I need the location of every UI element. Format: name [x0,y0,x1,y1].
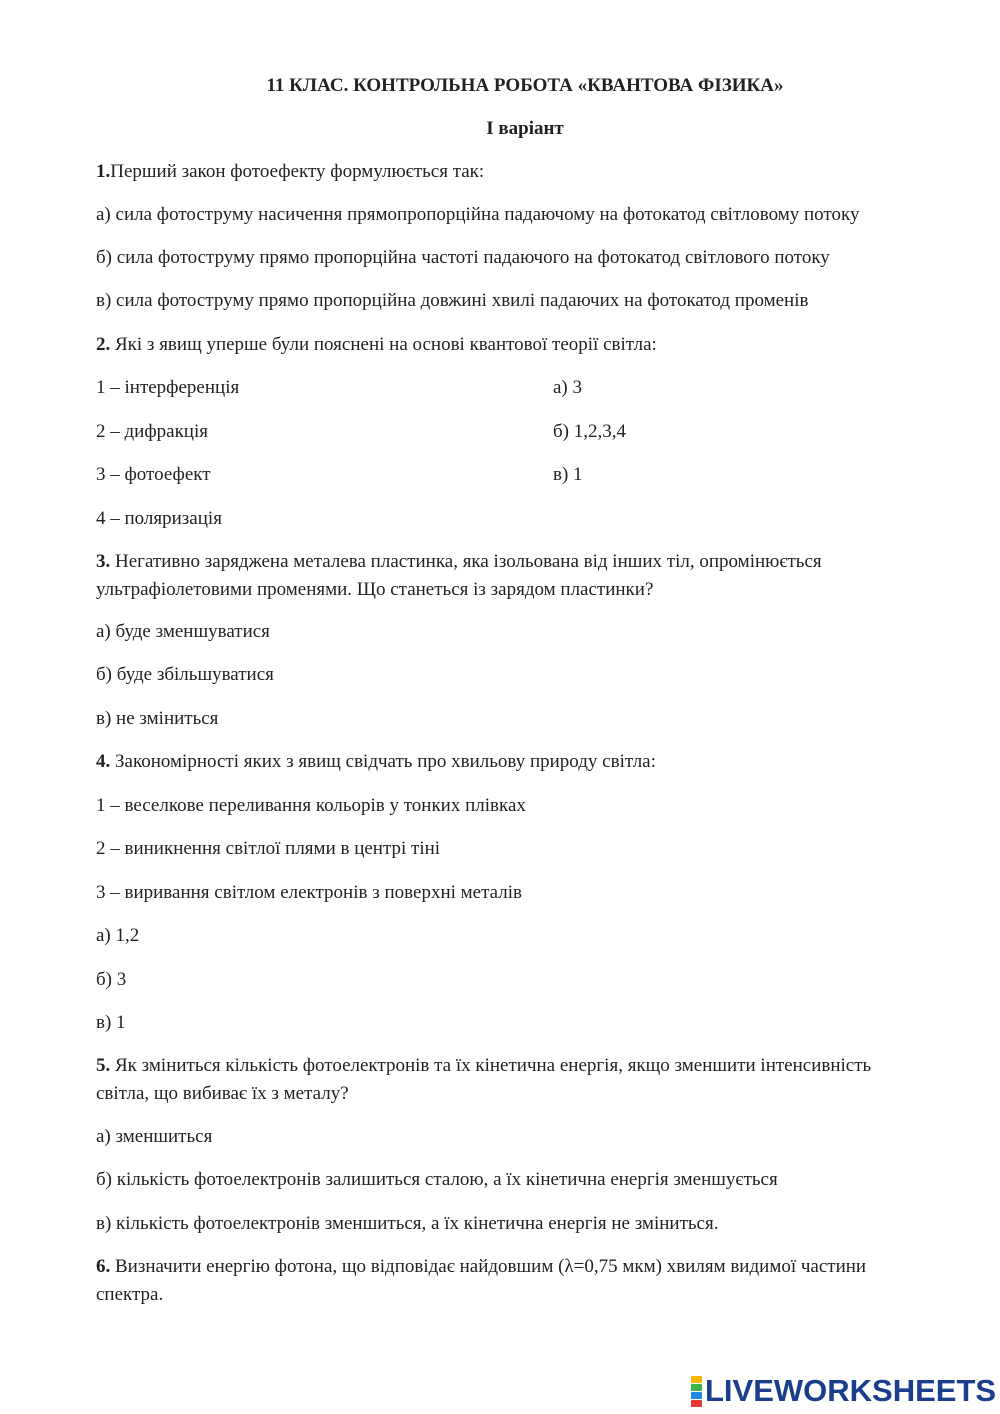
logo-block-v [691,1392,702,1399]
q4-item-3: 3 – виривання світлом електронів з поверхні металів [96,882,522,903]
question-number: 5. [96,1055,111,1076]
q3-option-a: а) буде зменшуватися [96,621,270,642]
q5-option-a: а) зменшиться [96,1126,213,1147]
variant-heading: І варіант [486,118,564,139]
q4-option-c: в) 1 [96,1012,126,1033]
q4-option-b: б) 3 [96,969,127,990]
question-3 [96,548,921,604]
question-number: 4. [96,751,111,772]
question-number: 1. [96,161,111,182]
q5-option-c: в) кількість фотоелектронів зменшиться, а їх кінетична енергія не зміниться. [96,1213,719,1234]
liveworksheets-logo [691,1374,996,1408]
question-text: Перший закон фотоефекту формулюється так: [110,161,485,182]
q1-option-a: а) сила фотоструму насичення прямопропорційна падаючому на фотокатод світловому потоку [96,204,860,225]
logo-block-i [691,1384,702,1391]
question-number: 6. [96,1256,111,1277]
question-text: Як зміниться кількість фотоелектронів та їх кінетична енергія, якщо зменшити інтенсивність світла, що вибиває їх з металу? [96,1055,872,1104]
question-number: 3. [96,551,111,572]
question-6 [96,1253,921,1309]
q2-item-1: 1 – інтерференція [96,377,240,398]
q4-item-2: 2 – виникнення світлої плями в центрі тіні [96,838,441,859]
question-1 [96,158,484,186]
question-text: Визначити енергію фотона, що відповідає найдовшим (λ=0,75 мкм) хвилям видимої частини спектра. [96,1256,867,1305]
logo-blocks-icon [691,1376,702,1407]
q2-option-b: б) 1,2,3,4 [553,421,626,442]
q4-option-a: а) 1,2 [96,925,140,946]
logo-text: LIVEWORKSHEETS [705,1373,997,1408]
logo-block-e [691,1400,702,1407]
q2-item-2: 2 – дифракція [96,421,208,442]
q2-item-4: 4 – поляризація [96,508,222,529]
question-2 [96,331,657,359]
page-title: 11 КЛАС. КОНТРОЛЬНА РОБОТА «КВАНТОВА ФІЗИКА» [266,75,784,96]
q3-option-c: в) не зміниться [96,708,219,729]
q3-option-b: б) буде збільшуватися [96,664,274,685]
q2-option-a: а) 3 [553,377,583,398]
q5-option-b: б) кількість фотоелектронів залишиться сталою, а їх кінетична енергія зменшується [96,1169,778,1190]
q4-item-1: 1 – веселкове переливання кольорів у тонких плівках [96,795,526,816]
question-5 [96,1052,921,1108]
q2-option-c: в) 1 [553,464,583,485]
logo-block-l [691,1376,702,1383]
q1-option-c: в) сила фотоструму прямо пропорційна довжині хвилі падаючих на фотокатод променів [96,290,809,311]
q1-option-b: б) сила фотоструму прямо пропорційна частоті падаючого на фотокатод світлового потоку [96,247,830,268]
question-text: Негативно заряджена металева пластинка, яка ізольована від інших тіл, опромінюється ультрафіолетовими променями. Що станеться із зарядом пластинки? [96,551,822,600]
q2-item-3: 3 – фотоефект [96,464,211,485]
question-number: 2. [96,334,111,355]
question-4 [96,748,656,776]
question-text: Закономірності яких з явищ свідчать про хвильову природу світла: [110,751,656,772]
question-text: Які з явищ уперше були пояснені на основі квантової теорії світла: [110,334,657,355]
